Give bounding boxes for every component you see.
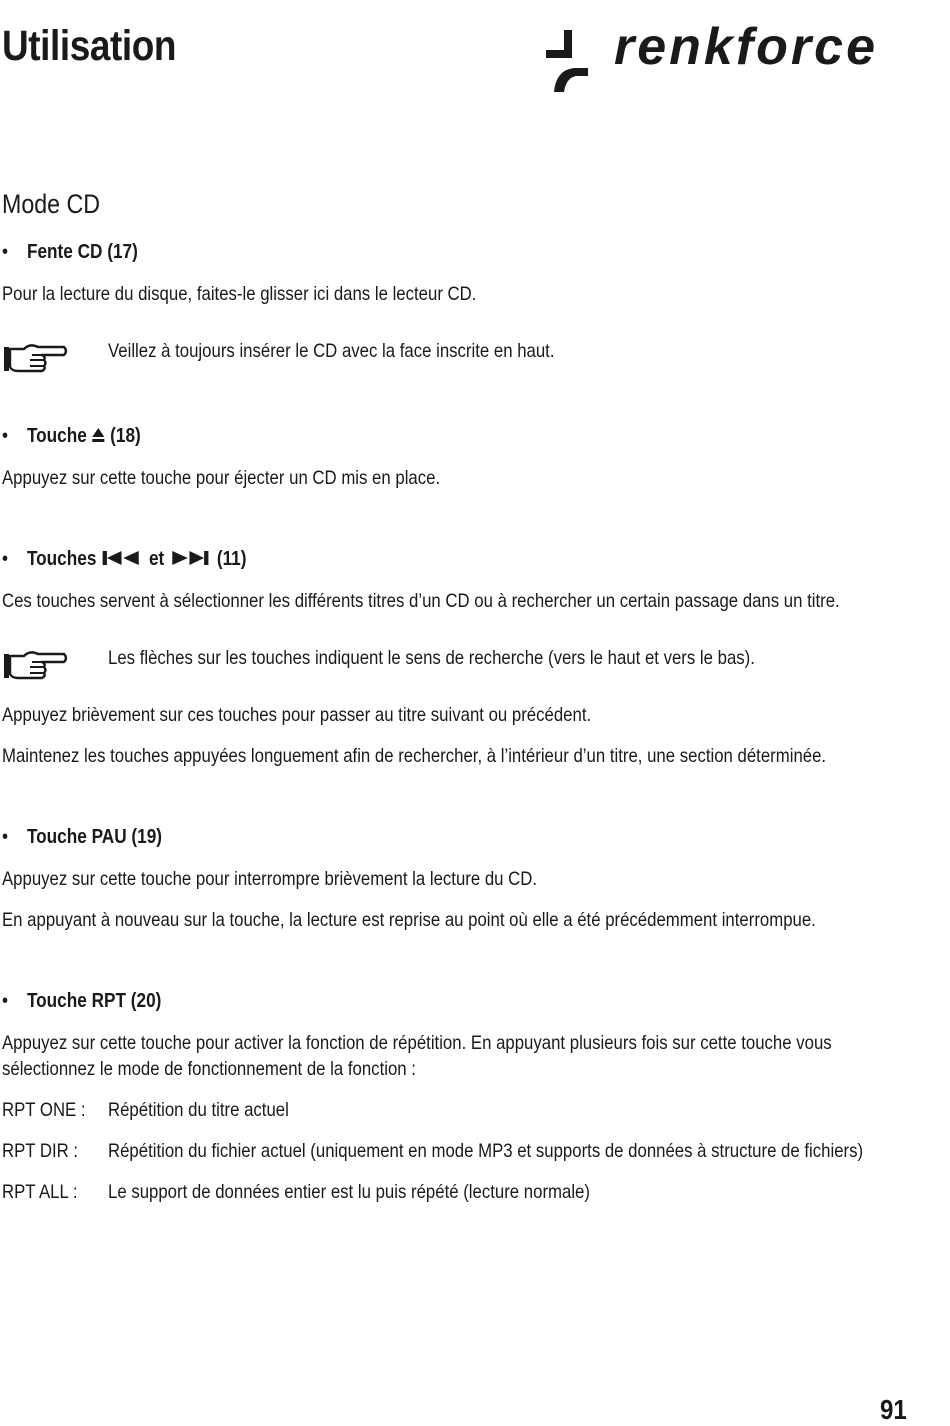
item-heading-repeat: • Touche RPT (20) xyxy=(2,990,162,1012)
paragraph: En appuyant à nouveau sur la touche, la lecture est reprise au point où elle a été précédemment interrompue. xyxy=(2,909,816,931)
page-number: 91 xyxy=(880,1394,907,1425)
bullet-icon: • xyxy=(2,241,9,263)
eject-icon xyxy=(92,426,106,444)
note-text: Les flèches sur les touches indiquent le sens de recherche (vers le haut et vers le bas). xyxy=(108,647,755,669)
mode-description: Répétition du fichier actuel (uniquement en mode MP3 et supports de données à structure de fichiers) xyxy=(108,1140,864,1162)
mode-label: RPT ONE : xyxy=(2,1099,86,1121)
paragraph: Appuyez sur cette touche pour activer la fonction de répétition. En appuyant plusieurs fois sur cette touche vous xyxy=(2,1032,832,1054)
skip-forward-icon xyxy=(169,549,212,567)
brand-logo xyxy=(538,20,910,96)
paragraph: Maintenez les touches appuyées longuement afin de rechercher, à l’intérieur d’un titre, une section déterminée. xyxy=(2,745,827,767)
mode-label: RPT ALL : xyxy=(2,1181,78,1203)
item-heading-cd-slot: • Fente CD (17) xyxy=(2,241,138,263)
paragraph: Ces touches servent à sélectionner les différents titres d’un CD ou à rechercher un certain passage dans un titre. xyxy=(2,590,840,612)
mode-description: Répétition du titre actuel xyxy=(108,1099,289,1121)
note-text: Veillez à toujours insérer le CD avec la face inscrite en haut. xyxy=(108,340,555,362)
bullet-icon: • xyxy=(2,990,9,1012)
item-heading-eject: • Touche (18) xyxy=(2,425,141,447)
mode-label: RPT DIR : xyxy=(2,1140,79,1162)
bullet-icon: • xyxy=(2,425,9,447)
bullet-icon: • xyxy=(2,548,9,570)
svg-text:renkforce: renkforce xyxy=(614,20,878,76)
pointing-hand-icon xyxy=(2,648,68,682)
page-title: Utilisation xyxy=(2,22,177,70)
paragraph: sélectionnez le mode de fonctionnement de la fonction : xyxy=(2,1058,416,1080)
item-heading-skip: • Touches et (11) xyxy=(2,548,247,570)
paragraph: Appuyez brièvement sur ces touches pour passer au titre suivant ou précédent. xyxy=(2,704,592,726)
paragraph: Pour la lecture du disque, faites-le glisser ici dans le lecteur CD. xyxy=(2,283,477,305)
bullet-icon: • xyxy=(2,826,9,848)
section-title: Mode CD xyxy=(2,189,101,219)
item-heading-pause: • Touche PAU (19) xyxy=(2,826,163,848)
mode-description: Le support de données entier est lu puis répété (lecture normale) xyxy=(108,1181,590,1203)
pointing-hand-icon xyxy=(2,341,68,375)
renkforce-logo-icon xyxy=(538,20,910,96)
paragraph: Appuyez sur cette touche pour interrompre brièvement la lecture du CD. xyxy=(2,868,538,890)
skip-back-icon xyxy=(101,549,144,567)
paragraph: Appuyez sur cette touche pour éjecter un CD mis en place. xyxy=(2,467,441,489)
